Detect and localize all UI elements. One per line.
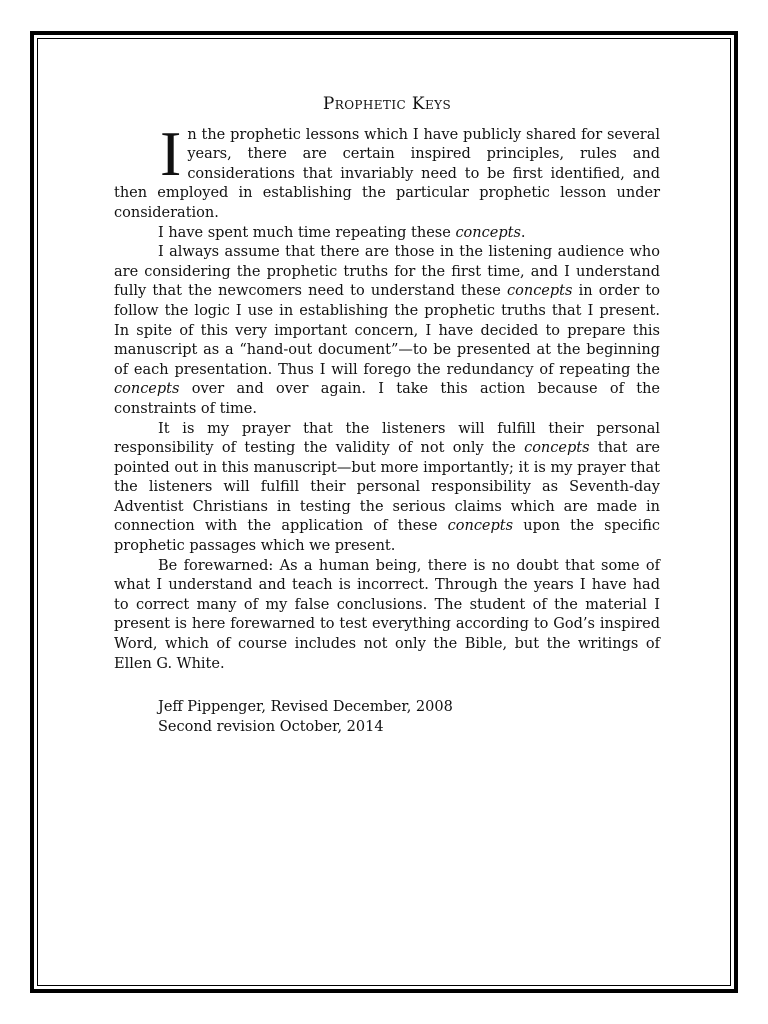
- paragraph-3-text-a: I always assume that there are those in the listening audience who are considering the prophetic truths for the first time, and I understand fully that the newcomers need to understand these: [114, 244, 660, 300]
- paragraph-1: [114, 117, 660, 224]
- paragraph-2-end: .: [520, 224, 526, 241]
- document-body: [114, 95, 660, 737]
- paragraph-4-text-b: that are pointed out in this manuscript—but more importantly; it is my prayer that the listeners will fulfill their personal responsibility as Seventh-day Adventist Christians in testing the serious claims which are made in connection with the application of these: [114, 440, 660, 535]
- drop-cap: I: [160, 117, 182, 189]
- italic-term: concepts: [507, 283, 573, 300]
- signature-line-2: Second revision October, 2014: [158, 718, 384, 735]
- italic-term: concepts: [114, 381, 180, 398]
- paragraph-4-text-c: upon the specific prophetic passages which we present.: [114, 518, 660, 555]
- page-frame: [30, 31, 738, 993]
- page-title: Prophetic Keys: [322, 94, 452, 114]
- italic-term: concepts: [455, 224, 521, 241]
- italic-term: concepts: [447, 518, 514, 535]
- paragraph-4: [114, 420, 660, 557]
- paragraph-3-text-b: in order to follow the logic I use in establishing the prophetic truths that I present. In spite of this very important concern, I have decided to prepare this manuscript as a “hand-out document”—to be presented at the beginning of each presentation. Thus I will forego the redundancy of repeating the: [114, 283, 660, 378]
- paragraph-2-text: I have spent much time repeating these: [158, 224, 456, 241]
- paragraph-3-text-c: over and over again. I take this action because of the constraints of time.: [114, 381, 660, 417]
- italic-term: concepts: [524, 440, 590, 457]
- signature-block: [114, 698, 660, 737]
- paragraph-3: [114, 243, 660, 419]
- paragraph-4-text-a: It is my prayer that the listeners will fulfill their personal responsibility of testing the validity of not only the: [114, 420, 660, 457]
- paragraph-2: [114, 224, 660, 244]
- paragraph-1-text: n the prophetic lessons which I have publicly shared for several years, there are certain inspired principles, rules and considerations that invariably need to be first identified, and then employed in establishing the particular prophetic lesson under consideration.: [114, 126, 660, 221]
- signature-line-1: Jeff Pippenger, Revised December, 2008: [158, 699, 453, 716]
- paragraph-5: Be forewarned: As a human being, there is no doubt that some of what I understand and teach is incorrect. Through the years I have had to correct many of my false conclusions. The student of the material I present is here forewarned to test everything according to God’s inspired Word, which of course includes not only the Bible, but the writings of Ellen G. White.: [114, 557, 660, 672]
